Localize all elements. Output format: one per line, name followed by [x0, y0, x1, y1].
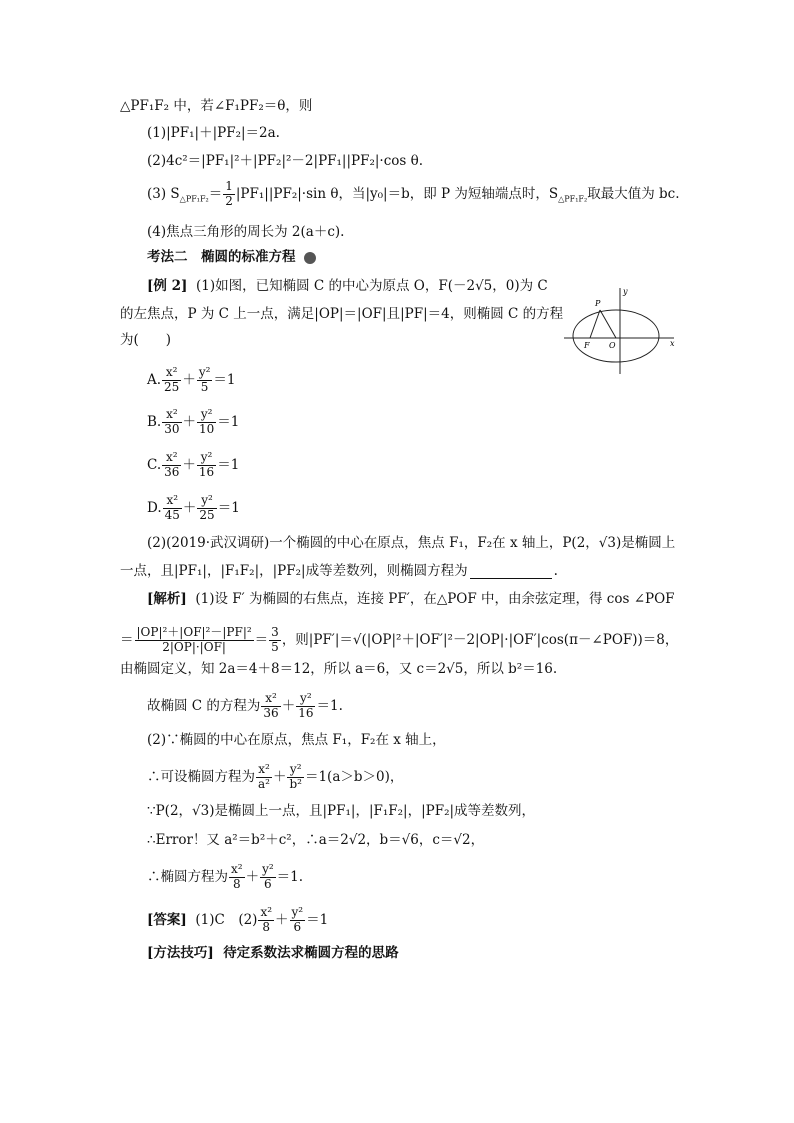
label-x: x	[670, 339, 675, 348]
prop-4: (4)焦点三角形的周长为 2(a＋c).	[147, 224, 345, 240]
label-o: O	[609, 341, 616, 350]
solution-line3: 由椭圆定义，知 2a＝4＋8＝12，所以 a＝6，又 c＝2√5，所以 b²＝16.	[120, 661, 558, 677]
solution-line8: ∴Error！又 a²＝b²＋c²，∴a＝2√2，b＝√6，c＝√2，	[147, 832, 485, 848]
segment-po	[600, 310, 616, 338]
label-p: P	[595, 299, 601, 308]
prop-2: (2)4c²＝|PF₁|²＋|PF₂|²－2|PF₁||PF₂|·cos θ.	[147, 153, 424, 169]
prop-3-sub: △PF₁F₂	[179, 194, 209, 204]
tips-line	[147, 947, 399, 961]
tips-text: 待定系数法求椭圆方程的思路	[223, 945, 399, 961]
section-title: 考法二 椭圆的标准方程	[147, 251, 316, 265]
circle-icon	[304, 252, 316, 264]
solution-line1: [解析] (1)设 F′ 为椭圆的右焦点，连接 PF′，在△POF 中，由余弦定理，得 cos ∠POF	[147, 591, 675, 607]
prop-3-fraction: $\frac{1}{2}$	[225, 179, 233, 208]
example-q1-line2: 的左焦点，P 为 C 上一点，满足|OP|＝|OF|且|PF|＝4，则椭圆 C 的方程	[120, 306, 564, 322]
solution-line7: ∵P(2，√3)是椭圆上一点，且|PF₁|，|F₁F₂|，|PF₂|成等差数列，	[147, 803, 536, 819]
answer-blank	[470, 578, 552, 579]
solution-line2: ＝ $\frac{\text{|OP|²＋|OF|²－|PF|²}}{2|OP|\cdot|OF|}$ ＝ $\frac{3}{5}$ ，则|PF′|＝√(|OP|²＋|OF′|²－2|OP|·|OF′|cos(π－∠POF))＝8，	[120, 625, 679, 654]
prop-3-eq: ＝	[208, 185, 223, 202]
label-y: y	[623, 287, 628, 296]
prop-3-end: 取最大值为 bc.	[587, 185, 680, 202]
ellipse-curve	[573, 310, 659, 362]
prop-3-s: (3) S	[147, 185, 180, 202]
example-label: [例 2]	[147, 278, 188, 294]
label-f: F	[584, 341, 590, 350]
answer-label: [答案]	[147, 911, 187, 928]
prop-3-sub2: △PF₁F₂	[558, 194, 588, 204]
tips-label: [方法技巧]	[147, 945, 214, 961]
option-b: B. $\frac{\text{x²}}{30}$ ＋ $\frac{\text{y²}}{10}$ ＝1	[147, 407, 240, 436]
example-q1-line1: [例 2] (1)如图，已知椭圆 C 的中心为原点 O，F(－2√5，0)为 C	[147, 278, 548, 294]
answer-line: [答案] (1)C (2) $\frac{\text{x²}}{8}$ ＋ $\frac{\text{y²}}{6}$ ＝1	[147, 905, 329, 934]
option-a: A. $\frac{\text{x²}}{25}$ ＋ $\frac{\text{y²}}{5}$ ＝1	[147, 365, 236, 394]
example-q1-line3: 为( )	[120, 332, 172, 348]
solution-line6: ∴可设椭圆方程为 $\frac{\text{x²}}{\text{a²}}$ ＋ $\frac{\text{y²}}{\text{b²}}$ ＝1(a＞b＞0)，	[147, 762, 404, 791]
solution-line9: ∴椭圆方程为 $\frac{\text{x²}}{8}$ ＋ $\frac{\text{y²}}{6}$ ＝1.	[147, 862, 304, 891]
solution-line4: 故椭圆 C 的方程为 $\frac{\text{x²}}{36}$ ＋ $\frac{\text{y²}}{16}$ ＝1.	[147, 691, 343, 720]
solution-label: [解析]	[147, 591, 187, 607]
ellipse-figure	[560, 284, 680, 376]
props-intro: △PF₁F₂ 中，若∠F₁PF₂＝θ，则	[120, 98, 313, 114]
prop-3-text: |PF₁||PF₂|·sin θ，当|y₀|＝b，即 P 为短轴端点时，S	[235, 185, 559, 202]
prop-1: (1)|PF₁|＋|PF₂|＝2a.	[147, 125, 280, 141]
solution-line5: (2)∵椭圆的中心在原点，焦点 F₁，F₂在 x 轴上，	[147, 732, 446, 748]
example-q2-line1: (2)(2019·武汉调研)一个椭圆的中心在原点，焦点 F₁，F₂在 x 轴上，P(2，√3)是椭圆上	[147, 535, 676, 551]
option-d: D. $\frac{\text{x²}}{45}$ ＋ $\frac{\text{y²}}{25}$ ＝1	[147, 493, 240, 522]
option-c: C. $\frac{\text{x²}}{36}$ ＋ $\frac{\text{y²}}{16}$ ＝1	[147, 450, 240, 479]
prop-3	[147, 180, 680, 209]
example-q2-line2: 一点，且|PF₁|，|F₁F₂|，|PF₂|成等差数列，则椭圆方程为 .	[120, 563, 558, 579]
